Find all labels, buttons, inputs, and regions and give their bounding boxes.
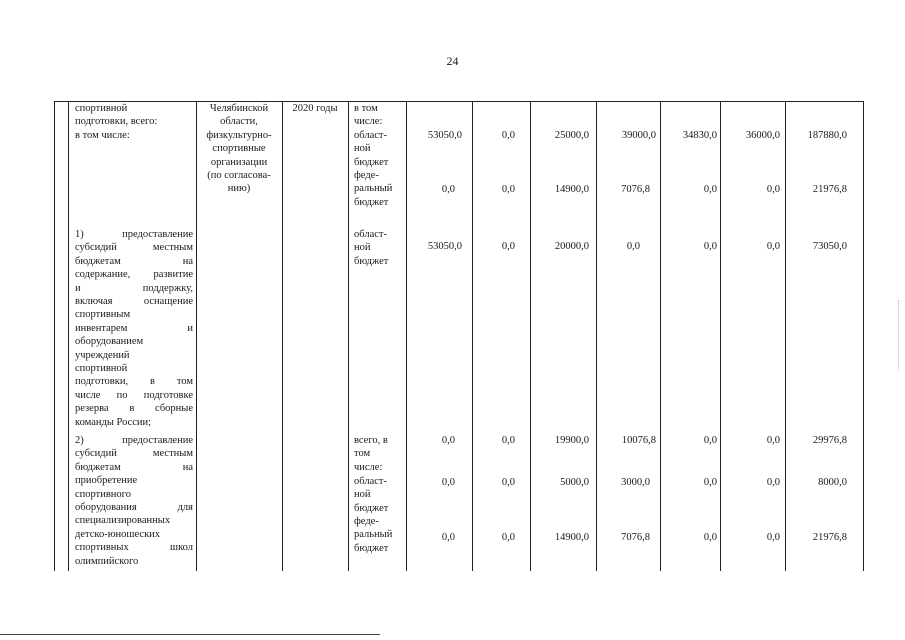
executor-line: физкультурно- xyxy=(206,129,272,141)
column-divider xyxy=(720,101,721,571)
value-cell: 0,0 xyxy=(703,532,717,543)
name-line: специализированных xyxy=(75,515,171,527)
row-1-source-total xyxy=(354,102,406,129)
value-cell: 29976,8 xyxy=(812,435,847,446)
name-line: команды России; xyxy=(75,416,152,428)
name-line: бюджетам на xyxy=(75,255,193,267)
column-divider xyxy=(472,101,473,571)
value-cell: 0,0 xyxy=(703,477,717,488)
value-cell: 73050,0 xyxy=(812,241,847,252)
source-line: феде- xyxy=(354,516,379,527)
value-cell: 5000,0 xyxy=(560,477,589,488)
row-1-source-federal xyxy=(354,169,406,209)
value-cell: 187880,0 xyxy=(807,130,847,141)
value-cell: 0,0 xyxy=(501,435,515,446)
column-divider xyxy=(196,101,197,571)
value-cell: 0,0 xyxy=(766,532,780,543)
value-cell: 0,0 xyxy=(441,477,455,488)
name-line: субсидий местным xyxy=(75,242,193,254)
value-cell: 53050,0 xyxy=(427,130,462,141)
value-cell: 0,0 xyxy=(501,184,515,195)
value-cell: 8000,0 xyxy=(818,477,847,488)
row-2-name xyxy=(75,228,193,429)
name-line: 1) предоставление xyxy=(75,229,193,240)
name-line: числе по подготовке xyxy=(75,389,193,401)
row-1-period: 2020 годы xyxy=(292,103,338,114)
name-line: и поддержку, xyxy=(75,282,193,294)
name-line: оборудованием xyxy=(75,336,144,348)
value-cell: 0,0 xyxy=(703,435,717,446)
value-cell: 0,0 xyxy=(766,241,780,252)
value-cell: 0,0 xyxy=(441,184,455,195)
source-line: бюджет xyxy=(354,196,389,208)
value-cell: 14900,0 xyxy=(554,184,589,195)
name-line: олимпийского xyxy=(75,555,139,567)
column-divider xyxy=(348,101,349,571)
row-1-source-regional xyxy=(354,129,406,169)
name-line: включая оснащение xyxy=(75,296,193,308)
value-cell: 0,0 xyxy=(766,477,780,488)
value-cell: 0,0 xyxy=(501,130,515,141)
page-number: 24 xyxy=(446,54,459,68)
value-cell: 53050,0 xyxy=(427,241,462,252)
source-line: бюджет xyxy=(354,502,389,514)
value-cell: 0,0 xyxy=(501,477,515,488)
value-cell: 0,0 xyxy=(766,435,780,446)
name-line: оборудования для xyxy=(75,502,193,514)
name-line: подготовки, всего: xyxy=(75,116,158,128)
source-line: област- xyxy=(354,476,387,487)
row-3-source-regional xyxy=(354,475,406,515)
value-cell: 0,0 xyxy=(441,532,455,543)
name-line: детско-юношеских xyxy=(75,528,161,540)
value-cell: 0,0 xyxy=(501,532,515,543)
value-cell: 34830,0 xyxy=(682,130,717,141)
column-divider xyxy=(785,101,786,571)
value-cell: 36000,0 xyxy=(745,130,780,141)
column-divider xyxy=(530,101,531,571)
name-line: спортивной xyxy=(75,103,128,114)
column-divider xyxy=(282,101,283,571)
column-divider xyxy=(68,101,69,571)
value-cell: 0,0 xyxy=(703,184,717,195)
source-line: в том xyxy=(354,103,378,114)
name-line: спортивного xyxy=(75,488,131,500)
executor-line: спортивные xyxy=(212,143,266,155)
source-line: числе: xyxy=(354,116,383,128)
value-cell: 0,0 xyxy=(626,241,640,252)
source-line: бюджет xyxy=(354,542,389,554)
value-cell: 25000,0 xyxy=(554,130,589,141)
name-line: инвентарем и xyxy=(75,322,193,334)
column-divider xyxy=(406,101,407,571)
value-cell: 0,0 xyxy=(766,184,780,195)
value-cell: 0,0 xyxy=(441,435,455,446)
name-line: приобретение xyxy=(75,475,138,487)
name-line: 2) предоставление xyxy=(75,435,193,446)
row-1-executor xyxy=(198,102,280,196)
value-cell: 21976,8 xyxy=(812,532,847,543)
column-divider xyxy=(596,101,597,571)
source-line: всего, в xyxy=(354,435,388,446)
value-cell: 3000,0 xyxy=(621,477,650,488)
name-line: бюджетам на xyxy=(75,461,193,473)
name-line: резерва в сборные xyxy=(75,403,193,415)
source-line: ной xyxy=(354,489,371,501)
value-cell: 0,0 xyxy=(703,241,717,252)
value-cell: 21976,8 xyxy=(812,184,847,195)
value-cell: 7076,8 xyxy=(621,184,650,195)
source-line: ральный xyxy=(354,529,393,541)
value-cell: 14900,0 xyxy=(554,532,589,543)
value-cell: 0,0 xyxy=(501,241,515,252)
source-line: област- xyxy=(354,229,387,240)
table-border-right xyxy=(863,101,864,571)
column-divider xyxy=(660,101,661,571)
name-line: спортивной xyxy=(75,363,128,375)
value-cell: 19900,0 xyxy=(554,435,589,446)
name-line: спортивных школ xyxy=(75,542,193,554)
source-line: област- xyxy=(354,130,387,141)
row-2-source-regional xyxy=(354,228,406,268)
source-line: числе: xyxy=(354,461,383,473)
source-line: бюджет xyxy=(354,255,389,267)
scan-edge-marks xyxy=(898,300,900,370)
name-line: в том числе: xyxy=(75,129,130,141)
source-line: бюджет xyxy=(354,156,389,168)
row-1-name xyxy=(75,102,193,142)
value-cell: 20000,0 xyxy=(554,241,589,252)
name-line: подготовки, в том xyxy=(75,376,193,388)
table-border-left xyxy=(54,101,55,571)
source-line: том xyxy=(354,448,371,460)
name-line: субсидий местным xyxy=(75,448,193,460)
value-cell: 10076,8 xyxy=(621,435,656,446)
executor-line: нию) xyxy=(227,183,251,195)
executor-line: Челябинской xyxy=(209,103,269,114)
footer-rule xyxy=(0,634,380,635)
row-3-source-federal xyxy=(354,515,406,555)
name-line: учреждений xyxy=(75,349,130,361)
executor-line: (по согласова- xyxy=(207,170,271,182)
source-line: ной xyxy=(354,143,371,155)
value-cell: 7076,8 xyxy=(621,532,650,543)
name-line: содержание, развитие xyxy=(75,269,193,281)
source-line: ной xyxy=(354,242,371,254)
row-3-source-total xyxy=(354,434,406,474)
value-cell: 39000,0 xyxy=(621,130,656,141)
source-line: феде- xyxy=(354,170,379,181)
name-line: спортивным xyxy=(75,309,131,321)
executor-line: области, xyxy=(220,116,258,128)
row-3-name xyxy=(75,434,193,568)
source-line: ральный xyxy=(354,183,393,195)
executor-line: организации xyxy=(210,156,268,168)
